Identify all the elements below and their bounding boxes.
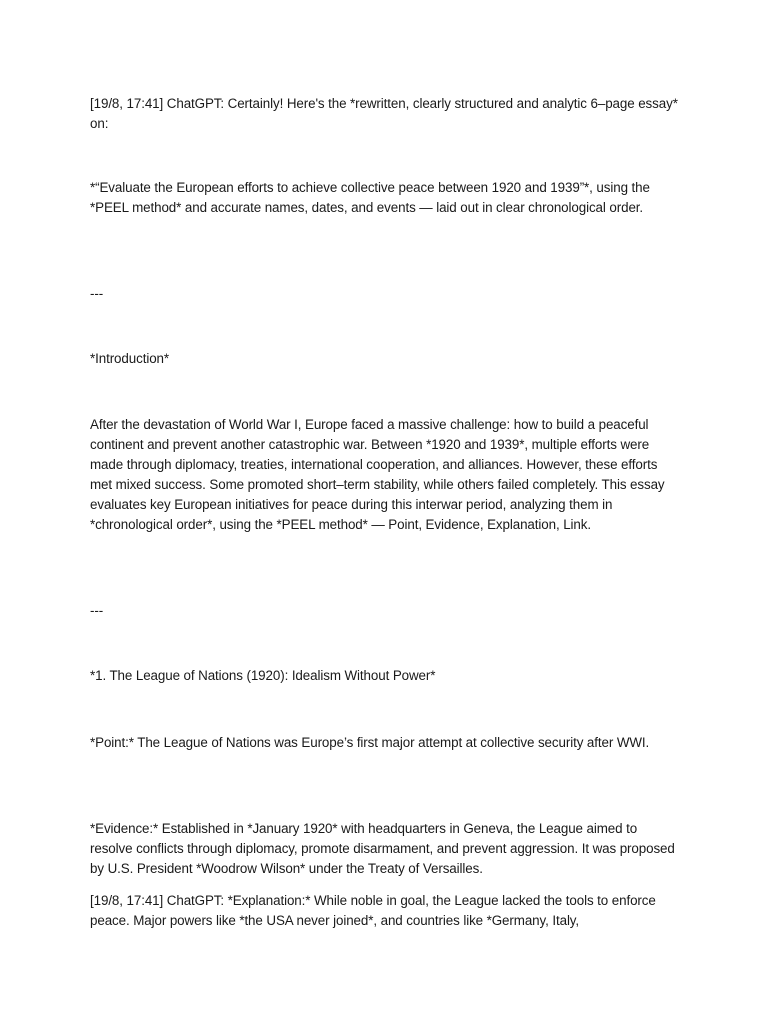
evidence-paragraph: *Evidence:* Established in *January 1920* with headquarters in Geneva, the League aimed to resolve conflicts through diplomacy, promote disarmament, and prevent aggression. It was proposed by U.S. President *Woodrow Wilson* under the Treaty of Versailles. — [90, 821, 675, 876]
explanation-paragraph: [19/8, 17:41] ChatGPT: *Explanation:* While noble in goal, the League lacked the tools to enforce peace. Major powers like *the USA never joined*, and countries like *Germany, Italy, — [90, 893, 656, 928]
section-heading-league-of-nations: *1. The League of Nations (1920): Idealism Without Power* — [90, 668, 436, 683]
section-divider: --- — [90, 603, 104, 618]
introduction-heading: *Introduction* — [90, 351, 169, 366]
section-divider: --- — [90, 286, 104, 301]
point-paragraph: *Point:* The League of Nations was Europe’s first major attempt at collective security after WWI. — [90, 735, 650, 750]
introduction-paragraph: After the devastation of World War I, Europe faced a massive challenge: how to build a peaceful continent and prevent another catastrophic war. Between *1920 and 1939*, multiple efforts were made through diplomacy, treaties, international cooperation, and alliances. However, these efforts met mixed success. Some promoted short–term stability, while others failed completely. This essay evaluates key European initiatives for peace during this interwar period, analyzing them in *chronological order*, using the *PEEL method* — Point, Evidence, Explanation, Link. — [90, 417, 665, 532]
chat-message-header-paragraph: [19/8, 17:41] ChatGPT: Certainly! Here's the *rewritten, clearly structured and analytic 6–page essay* on: — [90, 96, 678, 131]
essay-question-paragraph: *“Evaluate the European efforts to achieve collective peace between 1920 and 1939”*, using the *PEEL method* and accurate names, dates, and events — laid out in clear chronological order. — [90, 180, 650, 215]
